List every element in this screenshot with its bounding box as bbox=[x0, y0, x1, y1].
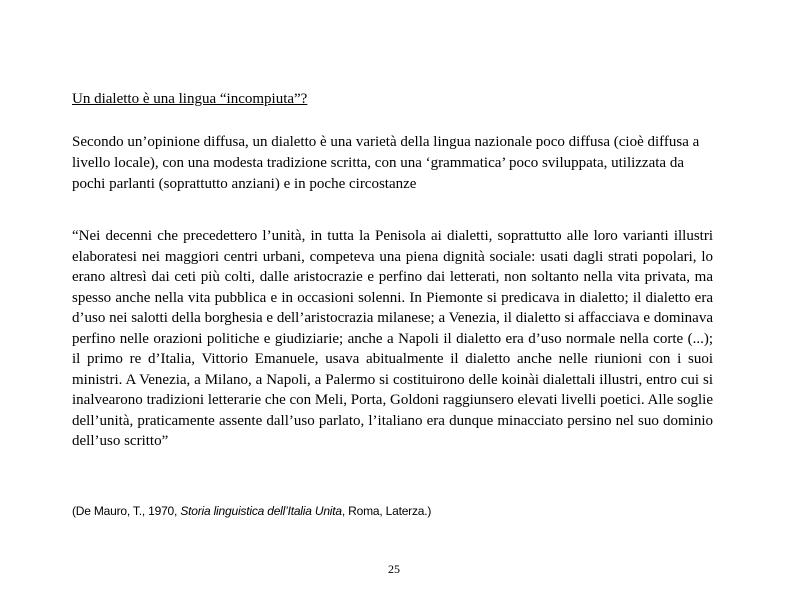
page-title: Un dialetto è una lingua “incompiuta”? bbox=[72, 91, 308, 107]
citation-suffix: , Roma, Laterza.) bbox=[341, 504, 432, 518]
quote-paragraph: “Nei decenni che precedettero l’unità, in tutta la Penisola ai dialetti, soprattutto alle loro varianti illustri elaboratesi nei maggiori centri urbani, competeva una piena dignità sociale: usati dagli strati popolari, lo erano altresì dai ceti più colti, dalle aristocrazie e perfino dai letterati, non soltanto nella vita privata, ma spesso anche nella vita pubblica e in occasioni solenni. In Piemonte si predicava in dialetto; il dialetto era d’uso nei salotti della borghesia e dell’aristocrazia milanese; a Venezia, il dialetto si affacciava e dominava perfino nelle orazioni politiche e giudiziarie; anche a Napoli il dialetto era d’uso normale nella corte (...); il primo re d’Italia, Vittorio Emanuele, usava abitualmente il dialetto anche nelle riunioni con i suoi ministri. A Venezia, a Milano, a Napoli, a Palermo si costituirono delle koinài dialettali illustri, entro cui si inalvearono tradizioni letterarie che con Meli, Porta, Goldoni raggiunsero elevati livelli poetici. Alle soglie dell’unità, praticamente assente dall’uso parlato, l’italiano era dunque minacciato persino nel suo dominio dell’uso scritto” bbox=[72, 228, 713, 449]
citation-prefix: (De Mauro, T., 1970, bbox=[72, 504, 181, 518]
page-number: 25 bbox=[388, 562, 400, 576]
intro-paragraph: Secondo un’opinione diffusa, un dialetto è una varietà della lingua nazionale poco diffusa (cioè diffusa a livello locale), con una modesta tradizione scritta, con una ‘grammatica’ poco sviluppata, utilizzata da pochi parlanti (soprattutto anziani) e in poche circostanze bbox=[72, 134, 700, 192]
citation bbox=[72, 503, 431, 519]
citation-work-title: Storia linguistica dell’Italia Unita bbox=[180, 504, 342, 518]
